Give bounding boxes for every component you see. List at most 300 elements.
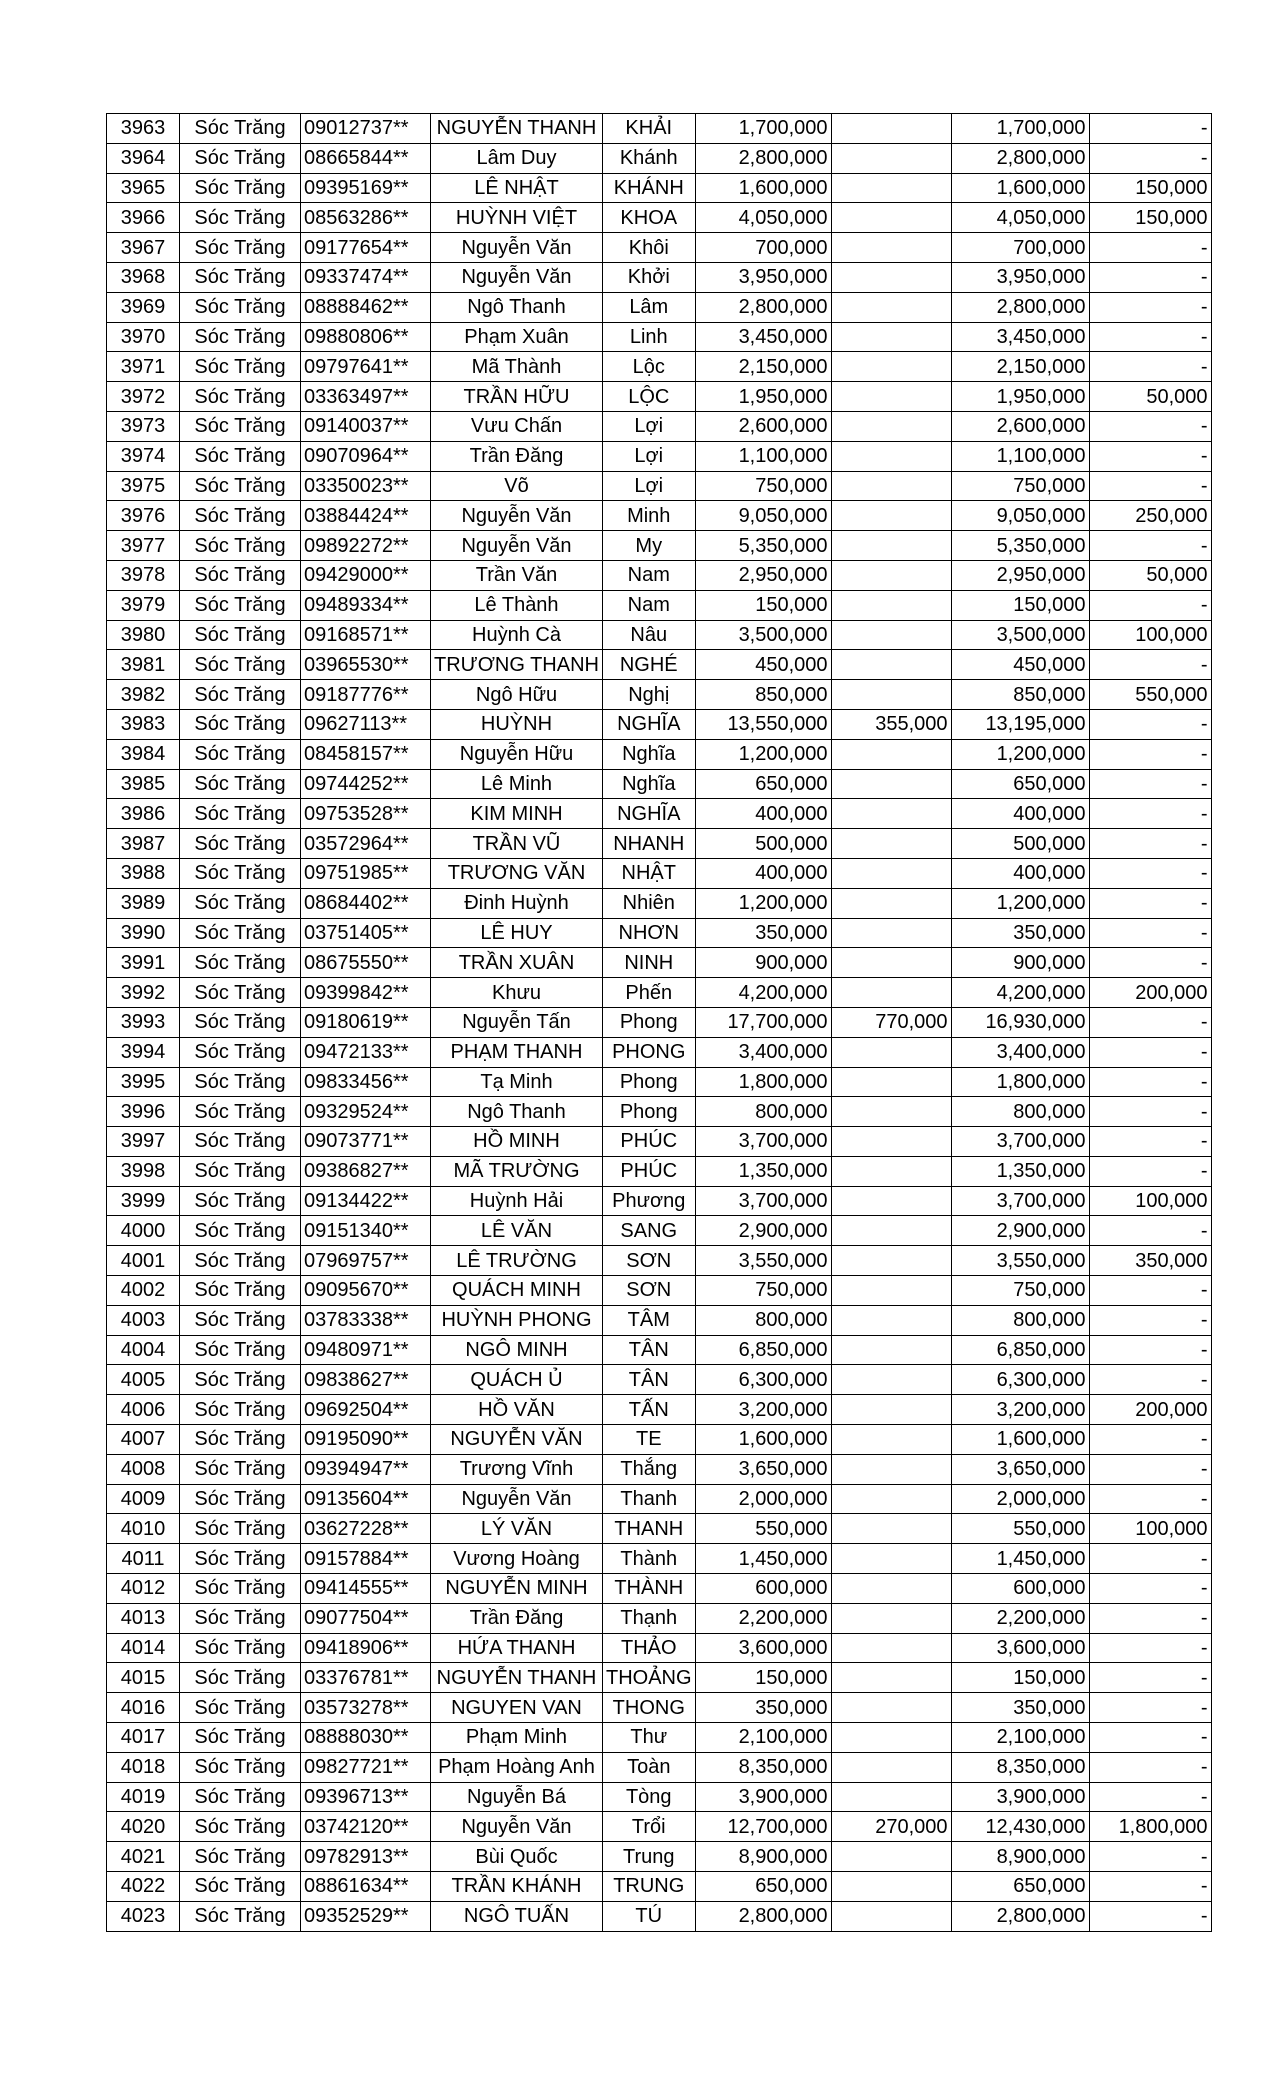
given-name-cell: Thành [602,1544,695,1574]
table-body [107,114,1212,1932]
surname-cell: Huỳnh Hải [431,1186,603,1216]
table-row [107,829,1212,859]
phone-cell: 09140037** [301,411,431,441]
extra-cell: - [1089,1574,1211,1604]
table-row [107,292,1212,322]
stt-cell: 4020 [107,1812,180,1842]
province-cell: Sóc Trăng [180,1603,301,1633]
deduction-cell [831,1305,951,1335]
province-cell: Sóc Trăng [180,382,301,412]
total-cell: 13,550,000 [695,709,831,739]
province-cell: Sóc Trăng [180,1544,301,1574]
stt-cell: 3980 [107,620,180,650]
table-row [107,1901,1212,1931]
deduction-cell [831,233,951,263]
extra-cell: - [1089,292,1211,322]
total-cell: 2,200,000 [695,1603,831,1633]
surname-cell: Đinh Huỳnh [431,888,603,918]
net-cell: 4,200,000 [951,978,1089,1008]
net-cell: 3,500,000 [951,620,1089,650]
total-cell: 600,000 [695,1574,831,1604]
net-cell: 850,000 [951,680,1089,710]
table-row [107,1127,1212,1157]
extra-cell: - [1089,1752,1211,1782]
province-cell: Sóc Trăng [180,143,301,173]
phone-cell: 07969757** [301,1246,431,1276]
surname-cell: HUỲNH VIỆT [431,203,603,233]
given-name-cell: NGHÉ [602,650,695,680]
given-name-cell: THẢO [602,1633,695,1663]
net-cell: 5,350,000 [951,531,1089,561]
phone-cell: 09394947** [301,1454,431,1484]
phone-cell: 09692504** [301,1395,431,1425]
net-cell: 3,600,000 [951,1633,1089,1663]
deduction-cell [831,501,951,531]
net-cell: 16,930,000 [951,1007,1089,1037]
surname-cell: Tạ Minh [431,1067,603,1097]
phone-cell: 03572964** [301,829,431,859]
surname-cell: LÊ VĂN [431,1216,603,1246]
deduction-cell [831,441,951,471]
table-row [107,262,1212,292]
table-row [107,203,1212,233]
surname-cell: Vương Hoàng [431,1544,603,1574]
province-cell: Sóc Trăng [180,1365,301,1395]
given-name-cell: Thắng [602,1454,695,1484]
phone-cell: 03627228** [301,1514,431,1544]
given-name-cell: TÂM [602,1305,695,1335]
stt-cell: 3966 [107,203,180,233]
surname-cell: HỨA THANH [431,1633,603,1663]
surname-cell: TRƯƠNG VĂN [431,858,603,888]
given-name-cell: SANG [602,1216,695,1246]
province-cell: Sóc Trăng [180,739,301,769]
given-name-cell: Trổi [602,1812,695,1842]
province-cell: Sóc Trăng [180,1037,301,1067]
deduction-cell [831,1395,951,1425]
table-row [107,233,1212,263]
surname-cell: NGUYỄN VĂN [431,1425,603,1455]
deduction-cell [831,1186,951,1216]
stt-cell: 3978 [107,560,180,590]
total-cell: 4,200,000 [695,978,831,1008]
total-cell: 750,000 [695,1276,831,1306]
province-cell: Sóc Trăng [180,531,301,561]
deduction-cell [831,262,951,292]
stt-cell: 4017 [107,1723,180,1753]
surname-cell: KIM MINH [431,799,603,829]
surname-cell: Nguyễn Tấn [431,1007,603,1037]
total-cell: 400,000 [695,799,831,829]
province-cell: Sóc Trăng [180,799,301,829]
extra-cell: - [1089,858,1211,888]
extra-cell: - [1089,1425,1211,1455]
surname-cell: Phạm Xuân [431,322,603,352]
table-row [107,978,1212,1008]
total-cell: 500,000 [695,829,831,859]
deduction-cell [831,1127,951,1157]
extra-cell: - [1089,531,1211,561]
phone-cell: 03363497** [301,382,431,412]
province-cell: Sóc Trăng [180,1633,301,1663]
phone-cell: 09892272** [301,531,431,561]
phone-cell: 08563286** [301,203,431,233]
deduction-cell [831,1276,951,1306]
province-cell: Sóc Trăng [180,1276,301,1306]
province-cell: Sóc Trăng [180,1514,301,1544]
stt-cell: 3985 [107,769,180,799]
net-cell: 1,600,000 [951,173,1089,203]
table-row [107,1514,1212,1544]
total-cell: 2,900,000 [695,1216,831,1246]
given-name-cell: NHƠN [602,918,695,948]
net-cell: 2,900,000 [951,1216,1089,1246]
deduction-cell [831,382,951,412]
surname-cell: Nguyễn Văn [431,262,603,292]
phone-cell: 03573278** [301,1693,431,1723]
stt-cell: 3965 [107,173,180,203]
net-cell: 400,000 [951,799,1089,829]
total-cell: 2,100,000 [695,1723,831,1753]
extra-cell: - [1089,352,1211,382]
given-name-cell: Nghĩa [602,739,695,769]
net-cell: 2,950,000 [951,560,1089,590]
total-cell: 1,800,000 [695,1067,831,1097]
net-cell: 3,650,000 [951,1454,1089,1484]
stt-cell: 3979 [107,590,180,620]
surname-cell: Lê Minh [431,769,603,799]
table-row [107,1395,1212,1425]
deduction-cell [831,1425,951,1455]
net-cell: 3,550,000 [951,1246,1089,1276]
net-cell: 3,700,000 [951,1186,1089,1216]
given-name-cell: Thạnh [602,1603,695,1633]
stt-cell: 4011 [107,1544,180,1574]
given-name-cell: Trung [602,1842,695,1872]
stt-cell: 3972 [107,382,180,412]
table-row [107,441,1212,471]
total-cell: 3,700,000 [695,1186,831,1216]
net-cell: 3,200,000 [951,1395,1089,1425]
extra-cell: - [1089,829,1211,859]
stt-cell: 4002 [107,1276,180,1306]
stt-cell: 4022 [107,1872,180,1902]
given-name-cell: TẤN [602,1395,695,1425]
deduction-cell [831,1574,951,1604]
surname-cell: TRƯƠNG THANH [431,650,603,680]
stt-cell: 3995 [107,1067,180,1097]
phone-cell: 09077504** [301,1603,431,1633]
table-row [107,858,1212,888]
stt-cell: 3986 [107,799,180,829]
surname-cell: Nguyễn Văn [431,233,603,263]
province-cell: Sóc Trăng [180,560,301,590]
phone-cell: 09329524** [301,1097,431,1127]
phone-cell: 03751405** [301,918,431,948]
phone-cell: 09073771** [301,1127,431,1157]
phone-cell: 03742120** [301,1812,431,1842]
stt-cell: 3976 [107,501,180,531]
net-cell: 1,800,000 [951,1067,1089,1097]
extra-cell: - [1089,1484,1211,1514]
surname-cell: Nguyễn Bá [431,1782,603,1812]
province-cell: Sóc Trăng [180,1097,301,1127]
table-row [107,1067,1212,1097]
province-cell: Sóc Trăng [180,322,301,352]
total-cell: 3,550,000 [695,1246,831,1276]
total-cell: 1,200,000 [695,739,831,769]
table-row [107,173,1212,203]
phone-cell: 09782913** [301,1842,431,1872]
province-cell: Sóc Trăng [180,1007,301,1037]
extra-cell: - [1089,233,1211,263]
stt-cell: 4004 [107,1335,180,1365]
surname-cell: Phạm Hoàng Anh [431,1752,603,1782]
given-name-cell: Phương [602,1186,695,1216]
province-cell: Sóc Trăng [180,1782,301,1812]
deduction-cell [831,411,951,441]
surname-cell: Trương Vĩnh [431,1454,603,1484]
total-cell: 3,200,000 [695,1395,831,1425]
surname-cell: Trần Đăng [431,441,603,471]
surname-cell: NGUYỄN THANH [431,1663,603,1693]
surname-cell: MÃ TRƯỜNG [431,1156,603,1186]
net-cell: 2,200,000 [951,1603,1089,1633]
net-cell: 800,000 [951,1097,1089,1127]
phone-cell: 09753528** [301,799,431,829]
net-cell: 3,900,000 [951,1782,1089,1812]
deduction-cell [831,1097,951,1127]
phone-cell: 03350023** [301,471,431,501]
table-row [107,114,1212,144]
stt-cell: 3987 [107,829,180,859]
total-cell: 2,800,000 [695,292,831,322]
table-row [107,1872,1212,1902]
total-cell: 6,300,000 [695,1365,831,1395]
table-row [107,1156,1212,1186]
surname-cell: HUỲNH PHONG [431,1305,603,1335]
phone-cell: 09195090** [301,1425,431,1455]
net-cell: 500,000 [951,829,1089,859]
phone-cell: 03884424** [301,501,431,531]
table-row [107,948,1212,978]
deduction-cell [831,1872,951,1902]
given-name-cell: THÀNH [602,1574,695,1604]
deduction-cell [831,1484,951,1514]
phone-cell: 09386827** [301,1156,431,1186]
stt-cell: 3963 [107,114,180,144]
extra-cell: - [1089,769,1211,799]
given-name-cell: Nghĩa [602,769,695,799]
stt-cell: 3997 [107,1127,180,1157]
deduction-cell [831,471,951,501]
total-cell: 2,600,000 [695,411,831,441]
extra-cell: - [1089,1782,1211,1812]
stt-cell: 4003 [107,1305,180,1335]
data-table [106,113,1212,1932]
surname-cell: NGÔ MINH [431,1335,603,1365]
province-cell: Sóc Trăng [180,590,301,620]
surname-cell: Phạm Minh [431,1723,603,1753]
stt-cell: 4012 [107,1574,180,1604]
phone-cell: 09135604** [301,1484,431,1514]
deduction-cell [831,739,951,769]
total-cell: 150,000 [695,590,831,620]
total-cell: 3,600,000 [695,1633,831,1663]
stt-cell: 3990 [107,918,180,948]
total-cell: 3,700,000 [695,1127,831,1157]
net-cell: 1,200,000 [951,888,1089,918]
total-cell: 3,950,000 [695,262,831,292]
phone-cell: 09414555** [301,1574,431,1604]
surname-cell: LÊ TRƯỜNG [431,1246,603,1276]
province-cell: Sóc Trăng [180,1842,301,1872]
given-name-cell: THONG [602,1693,695,1723]
total-cell: 2,150,000 [695,352,831,382]
stt-cell: 3974 [107,441,180,471]
surname-cell: Mã Thành [431,352,603,382]
total-cell: 1,600,000 [695,1425,831,1455]
net-cell: 2,000,000 [951,1484,1089,1514]
province-cell: Sóc Trăng [180,203,301,233]
extra-cell: - [1089,1454,1211,1484]
phone-cell: 09168571** [301,620,431,650]
given-name-cell: Lộc [602,352,695,382]
phone-cell: 08888030** [301,1723,431,1753]
deduction-cell [831,918,951,948]
deduction-cell [831,143,951,173]
table-row [107,1097,1212,1127]
stt-cell: 4018 [107,1752,180,1782]
extra-cell: - [1089,1305,1211,1335]
phone-cell: 09880806** [301,322,431,352]
phone-cell: 09429000** [301,560,431,590]
province-cell: Sóc Trăng [180,1812,301,1842]
province-cell: Sóc Trăng [180,1425,301,1455]
given-name-cell: Lợi [602,471,695,501]
deduction-cell [831,1365,951,1395]
extra-cell: - [1089,1842,1211,1872]
deduction-cell [831,1752,951,1782]
stt-cell: 3999 [107,1186,180,1216]
total-cell: 450,000 [695,650,831,680]
given-name-cell: Khánh [602,143,695,173]
extra-cell: - [1089,441,1211,471]
deduction-cell [831,1842,951,1872]
table-row [107,709,1212,739]
net-cell: 2,150,000 [951,352,1089,382]
deduction-cell: 270,000 [831,1812,951,1842]
total-cell: 750,000 [695,471,831,501]
surname-cell: Nguyễn Văn [431,531,603,561]
extra-cell: - [1089,1216,1211,1246]
table-row [107,1276,1212,1306]
province-cell: Sóc Trăng [180,1156,301,1186]
total-cell: 2,000,000 [695,1484,831,1514]
phone-cell: 09833456** [301,1067,431,1097]
stt-cell: 3992 [107,978,180,1008]
surname-cell: Trần Văn [431,560,603,590]
table-row [107,799,1212,829]
deduction-cell [831,203,951,233]
surname-cell: LÝ VĂN [431,1514,603,1544]
net-cell: 750,000 [951,1276,1089,1306]
table-row [107,1663,1212,1693]
province-cell: Sóc Trăng [180,114,301,144]
total-cell: 1,950,000 [695,382,831,412]
table-row [107,471,1212,501]
extra-cell: - [1089,1633,1211,1663]
total-cell: 1,700,000 [695,114,831,144]
total-cell: 6,850,000 [695,1335,831,1365]
surname-cell: PHẠM THANH [431,1037,603,1067]
province-cell: Sóc Trăng [180,620,301,650]
given-name-cell: Tòng [602,1782,695,1812]
surname-cell: Ngô Thanh [431,292,603,322]
deduction-cell [831,560,951,590]
phone-cell: 08684402** [301,888,431,918]
given-name-cell: Minh [602,501,695,531]
total-cell: 850,000 [695,680,831,710]
table-row [107,1842,1212,1872]
stt-cell: 3993 [107,1007,180,1037]
total-cell: 1,200,000 [695,888,831,918]
total-cell: 700,000 [695,233,831,263]
total-cell: 3,450,000 [695,322,831,352]
phone-cell: 09134422** [301,1186,431,1216]
phone-cell: 09070964** [301,441,431,471]
total-cell: 900,000 [695,948,831,978]
stt-cell: 4005 [107,1365,180,1395]
surname-cell: Huỳnh Cà [431,620,603,650]
given-name-cell: NGHĨA [602,799,695,829]
province-cell: Sóc Trăng [180,501,301,531]
extra-cell: 1,800,000 [1089,1812,1211,1842]
table-row [107,650,1212,680]
phone-cell: 09395169** [301,173,431,203]
phone-cell: 09838627** [301,1365,431,1395]
total-cell: 3,900,000 [695,1782,831,1812]
surname-cell: TRẦN HỮU [431,382,603,412]
given-name-cell: Linh [602,322,695,352]
province-cell: Sóc Trăng [180,1901,301,1931]
province-cell: Sóc Trăng [180,1216,301,1246]
deduction-cell [831,1723,951,1753]
surname-cell: Lê Thành [431,590,603,620]
province-cell: Sóc Trăng [180,709,301,739]
extra-cell: - [1089,1603,1211,1633]
phone-cell: 09751985** [301,858,431,888]
net-cell: 1,450,000 [951,1544,1089,1574]
total-cell: 9,050,000 [695,501,831,531]
total-cell: 2,800,000 [695,1901,831,1931]
given-name-cell: KHÁNH [602,173,695,203]
phone-cell: 08888462** [301,292,431,322]
deduction-cell [831,1335,951,1365]
stt-cell: 3988 [107,858,180,888]
table-row [107,322,1212,352]
extra-cell: - [1089,650,1211,680]
deduction-cell [831,1037,951,1067]
given-name-cell: TE [602,1425,695,1455]
extra-cell: - [1089,411,1211,441]
surname-cell: Lâm Duy [431,143,603,173]
given-name-cell: THOẢNG [602,1663,695,1693]
table-row [107,1603,1212,1633]
total-cell: 3,400,000 [695,1037,831,1067]
deduction-cell [831,650,951,680]
table-row [107,1216,1212,1246]
